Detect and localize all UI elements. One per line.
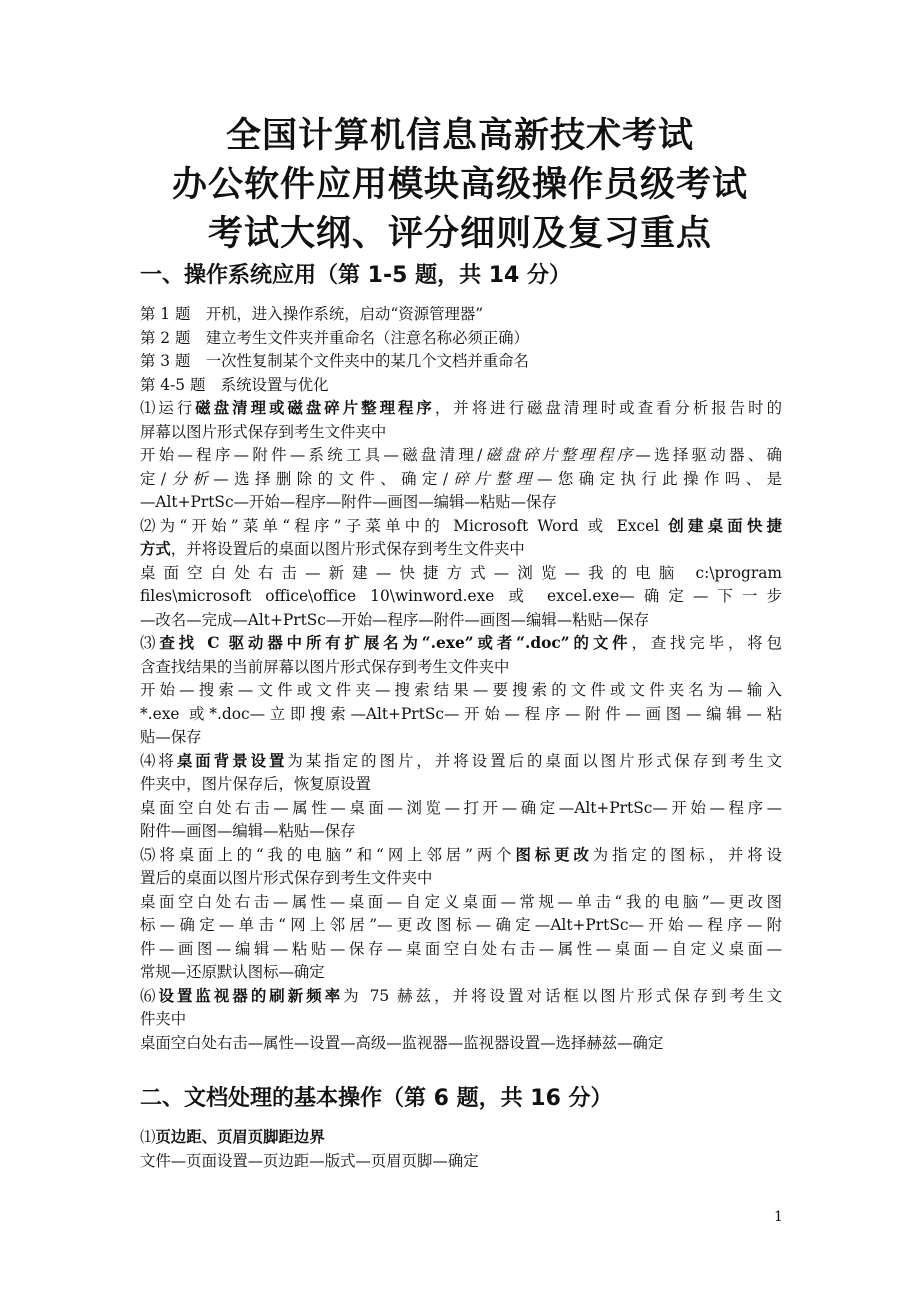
- text: ⑴: [140, 1128, 156, 1146]
- text: ，并将设置后的桌面以图片形式保存到考生文件夹中: [170, 540, 525, 558]
- title-line-1: 全国计算机信息高新技术考试: [225, 116, 694, 156]
- item-5-steps-4: 常规—还原默认图标—确定: [140, 963, 325, 981]
- section-2-item-1-keyword: 页边距、页眉页脚距边界: [155, 1128, 325, 1146]
- item-2-keyword-cont: 方式: [140, 540, 171, 558]
- text: —选择删除的文件、确定/: [213, 469, 449, 488]
- item-2-steps-1: 桌面空白处右击—新建—快捷方式—浏览—我的电脑 c:\program: [140, 563, 782, 582]
- item-1-line-1: [140, 397, 782, 421]
- item-5-steps-3: 件—画图—编辑—粘贴—保存—桌面空白处右击—属性—桌面—自定义桌面—: [140, 939, 782, 958]
- text: ，查找完毕，将包: [631, 634, 782, 652]
- section-2-heading: 二、文档处理的基本操作（第 6 题，共 16 分）: [140, 1086, 613, 1111]
- item-3-line-1: [140, 632, 782, 656]
- item-5-line-1: [140, 844, 782, 868]
- item-4-line-2: 件夹中，图片保存后，恢复原设置: [140, 775, 371, 793]
- item-6-steps-1: 桌面空白处右击—属性—设置—高级—监视器—监视器设置—选择赫兹—确定: [140, 1033, 664, 1052]
- item-2-keyword: 创建桌面快捷: [668, 516, 782, 535]
- text: —您确定执行此操作吗、是: [537, 469, 782, 488]
- item-6-line-1: [140, 985, 782, 1009]
- title-line-2: 办公软件应用模块高级操作员级考试: [171, 165, 748, 205]
- text: 为某指定的图片，并将设置后的桌面以图片形式保存到考生文: [287, 751, 782, 770]
- section-1-heading: 一、操作系统应用（第 1-5 题，共 14 分）: [140, 263, 571, 288]
- text: 定/: [140, 469, 167, 488]
- item-4-steps-1: 桌面空白处右击—属性—桌面—浏览—打开—确定—Alt+PrtSc—开始—程序—: [140, 798, 782, 817]
- text: 分析: [166, 469, 214, 488]
- item-1-line-2: 屏幕以图片形式保存到考生文件夹中: [140, 422, 387, 441]
- item-5-line-2: 置后的桌面以图片形式保存到考生文件夹中: [140, 869, 433, 887]
- text: ⑶: [140, 634, 160, 652]
- item-5-keyword: 图标更改: [515, 845, 593, 864]
- item-6-keyword: 设置监视器的刷新频率: [158, 986, 344, 1005]
- section-2-steps-1: 文件—页面设置—页边距—版式—页眉页脚—确定: [140, 1151, 479, 1170]
- section-2-item-1: [140, 1126, 782, 1150]
- text: 为 75 赫兹，并将设置对话框以图片形式保存到考生文: [343, 986, 782, 1005]
- question-1: 第 1 题 开机，进入操作系统，启动“资源管理器”: [140, 305, 484, 323]
- item-2-steps-3: —改名—完成—Alt+PrtSc—开始—程序—附件—画图—编辑—粘贴—保存: [140, 610, 650, 629]
- question-3: 第 3 题 一次性复制某个文件夹中的某几个文档并重命名: [140, 352, 529, 370]
- item-6-line-2: 件夹中: [140, 1010, 187, 1028]
- item-3-steps-2: *.exe 或*.doc—立即搜索—Alt+PrtSc—开始—程序—附件—画图—编辑—粘: [140, 704, 782, 723]
- text: ⑹: [140, 986, 159, 1005]
- text: ⑷将: [140, 751, 177, 770]
- title-block: [0, 112, 920, 259]
- item-2-line-2: [140, 538, 782, 562]
- section-2-body: [140, 1126, 782, 1173]
- text: 磁盘碎片整理程序: [482, 446, 636, 464]
- text: 开始—程序—附件—系统工具—磁盘清理/: [140, 446, 483, 464]
- text: ⑵为“开始”菜单“程序”子菜单中的 Microsoft Word 或 Excel: [140, 516, 669, 535]
- item-3-steps-1: 开始—搜索—文件或文件夹—搜索结果—要搜索的文件或文件夹名为—输入: [140, 681, 782, 699]
- text: ⑴运行: [140, 399, 196, 417]
- text: 碎片整理: [448, 469, 538, 488]
- item-5-steps-1: 桌面空白处右击—属性—桌面—自定义桌面—常规—单击“我的电脑”—更改图: [140, 892, 782, 911]
- item-1-steps-3: —Alt+PrtSc—开始—程序—附件—画图—编辑—粘贴—保存: [140, 493, 557, 511]
- section-1-body: [140, 303, 782, 1055]
- text: ，并将进行磁盘清理时或查看分析报告时的: [434, 399, 782, 417]
- title-line-3: 考试大纲、评分细则及复习重点: [207, 214, 712, 254]
- item-1-steps-2: [140, 468, 782, 492]
- item-3-steps-3: 贴—保存: [140, 728, 202, 746]
- item-1-keyword: 磁盘清理或磁盘碎片整理程序: [195, 399, 435, 417]
- item-4-steps-2: 附件—画图—编辑—粘贴—保存: [140, 822, 356, 840]
- item-1-steps-1: [140, 444, 782, 468]
- item-4-line-1: [140, 750, 782, 774]
- page-number: 1: [774, 1209, 783, 1225]
- item-4-keyword: 桌面背景设置: [176, 751, 288, 770]
- item-3-keyword: 查找 C 驱动器中所有扩展名为“.exe”或者“.doc”的文件: [159, 634, 632, 652]
- item-5-steps-2: 标—确定—单击“网上邻居”—更改图标—确定—Alt+PrtSc—开始—程序—附: [140, 916, 782, 934]
- question-2: 第 2 题 建立考生文件夹并重命名（注意名称必须正确）: [140, 328, 529, 347]
- item-2-line-1: [140, 515, 782, 539]
- item-2-steps-2: files\microsoft office\office 10\winword.exe 或 excel.exe—确定—下一步: [140, 587, 782, 605]
- text: ⑸将桌面上的“我的电脑”和“网上邻居”两个: [140, 845, 516, 864]
- question-4-5: 第 4-5 题 系统设置与优化: [140, 375, 329, 394]
- text: —选择驱动器、确: [635, 446, 782, 464]
- text: 为指定的图标，并将设: [592, 845, 782, 864]
- item-3-line-2: 含查找结果的当前屏幕以图片形式保存到考生文件夹中: [140, 657, 510, 676]
